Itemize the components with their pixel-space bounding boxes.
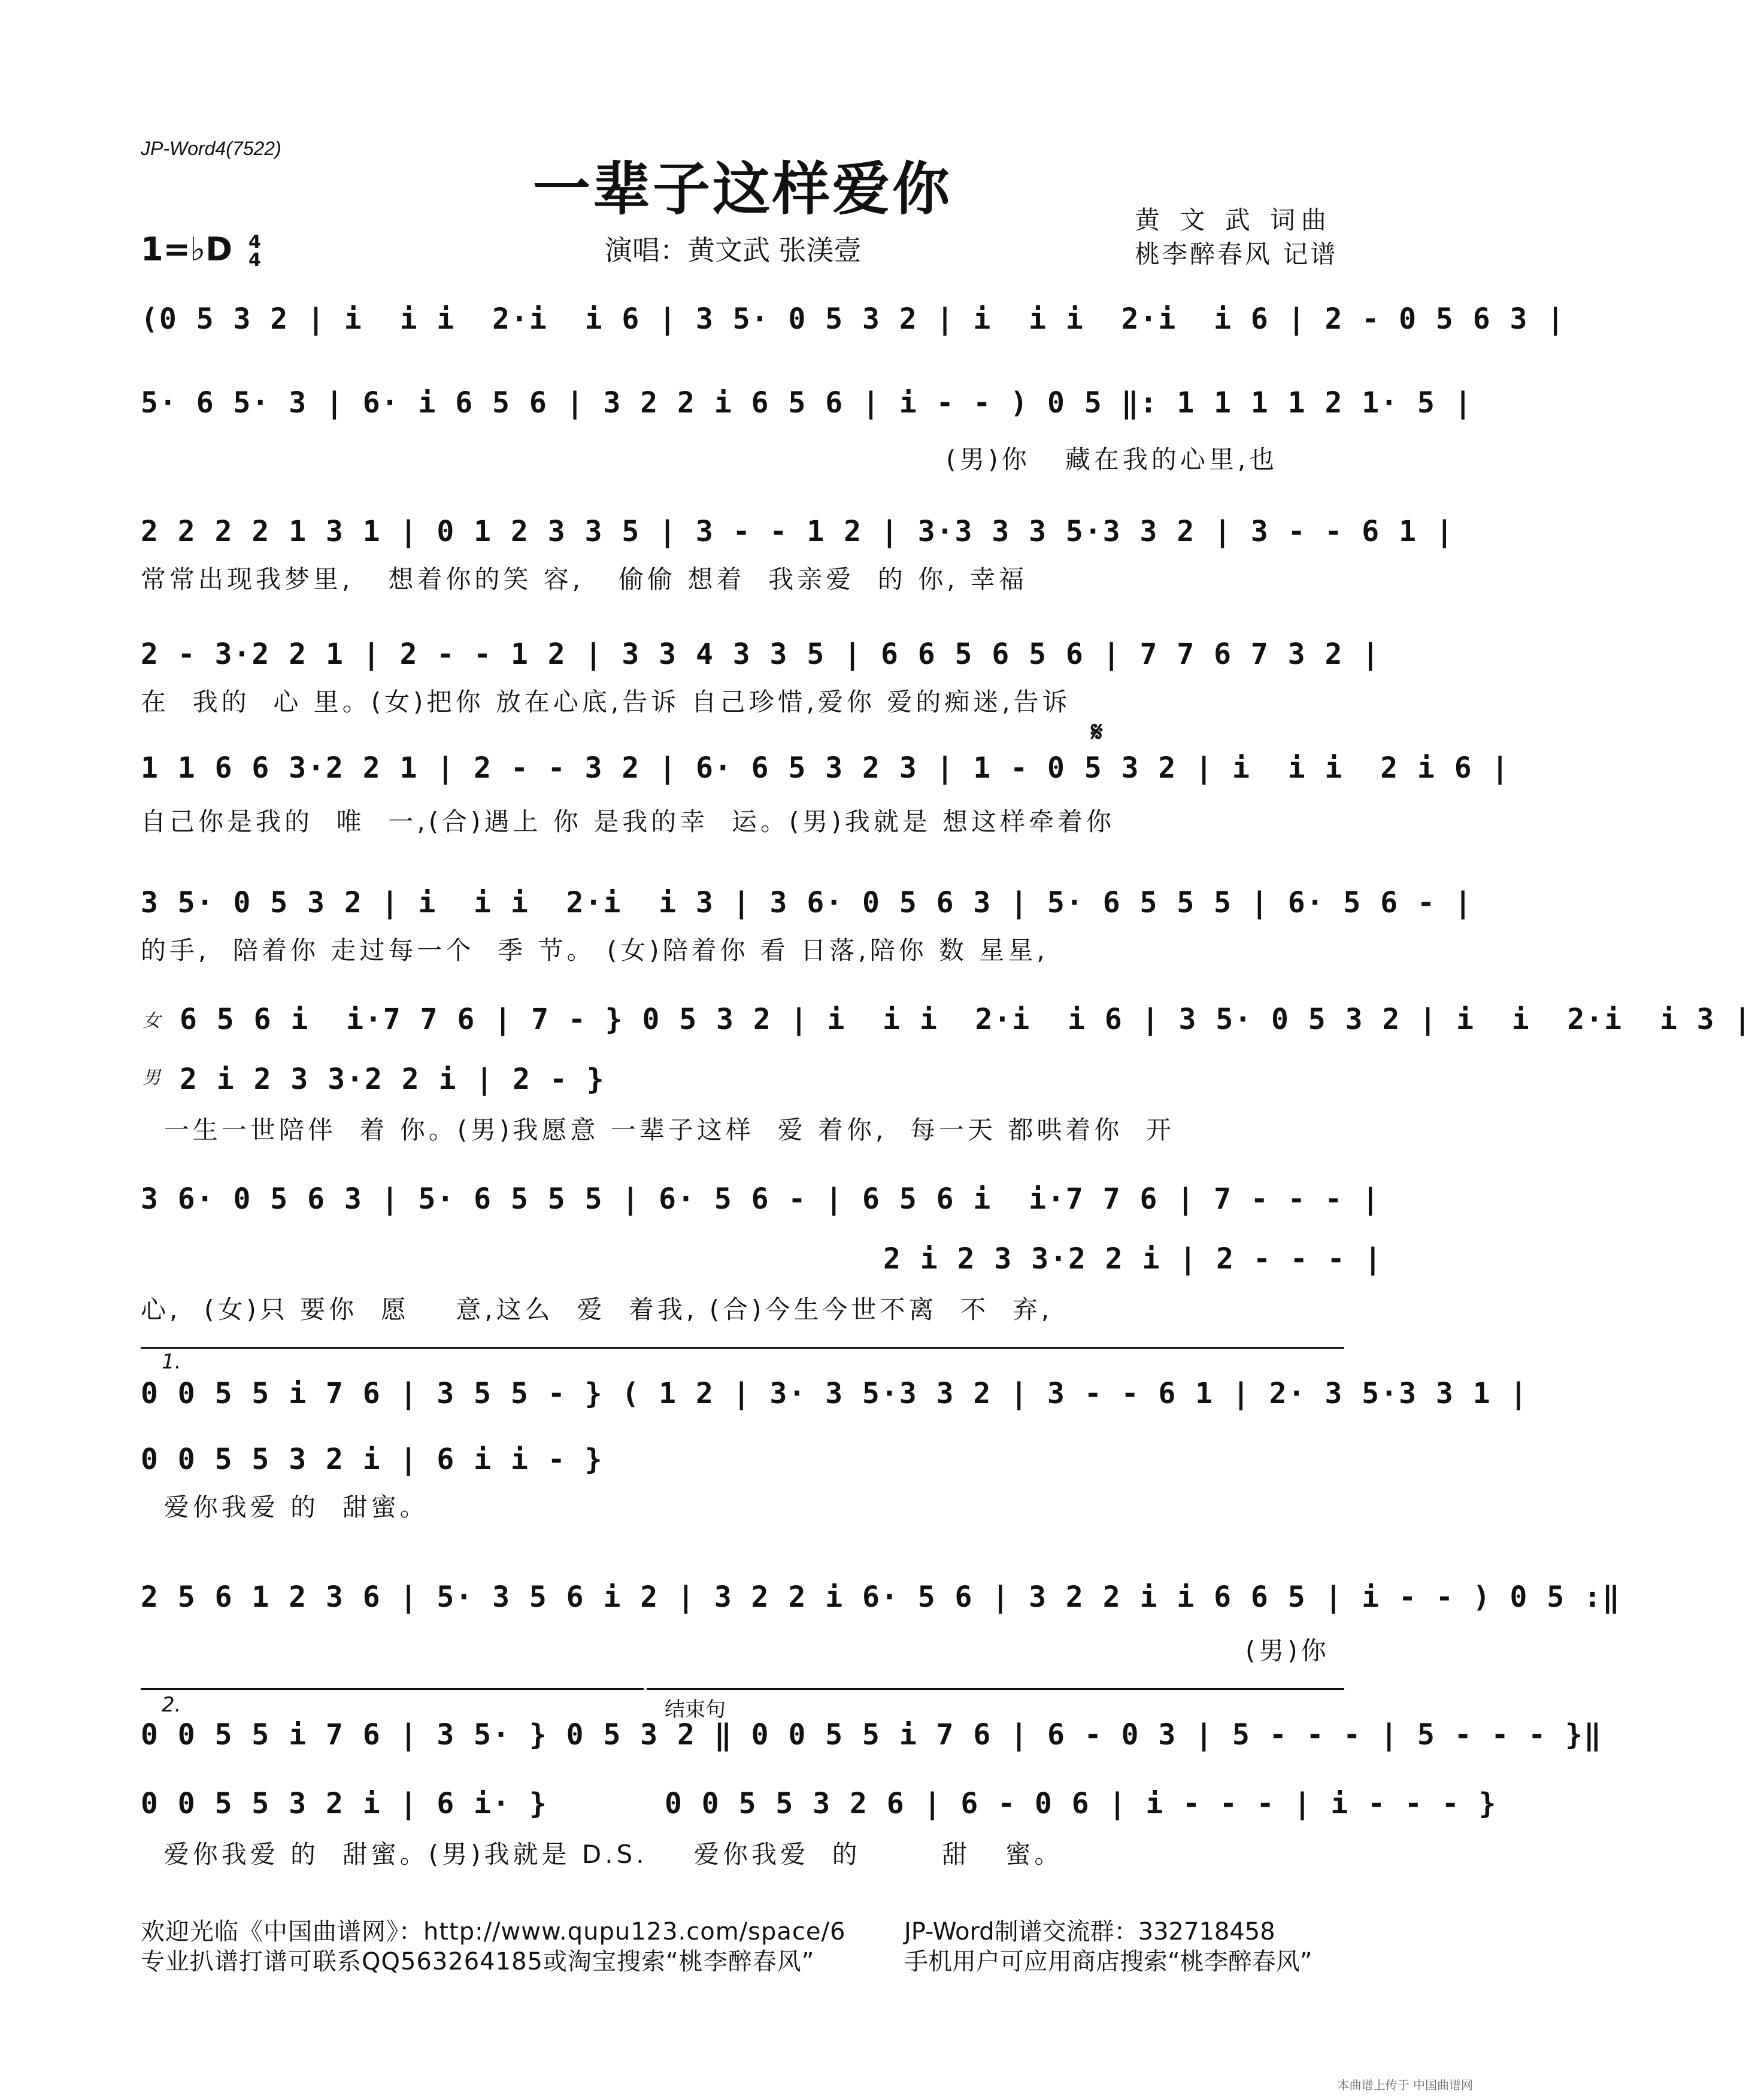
male-voice-label: 男 <box>143 1067 160 1088</box>
system-6-music: 3 5· 0 5 3 2 | i i i 2·i i 3 | 3 6· 0 5 6 3 | 5· 6 5 5 5 | 6· 5 6 - | <box>141 886 1473 919</box>
system-5-music: 1 1 6 6 3·2 2 1 | 2 - - 3 2 | 6· 6 5 3 2 3 | 1 - 0 5 3 2 | i i i 2 i 6 | <box>141 751 1510 785</box>
footer-app: 手机用户可应用商店搜索“桃李醉春风” <box>904 1948 1313 1975</box>
system-9-lyrics: 爱你我爱 的 甜蜜。 <box>141 1492 429 1522</box>
system-10-lyrics: (男)你 <box>1245 1636 1330 1665</box>
system-11-music: 0 0 5 5 i 7 6 | 3 5· } 0 5 3 2 ‖ 0 0 5 5 i 7 6 | 6 - 0 3 | 5 - - - | 5 - - - }‖ <box>141 1718 1602 1752</box>
transcriber-credit: 桃李醉春风 记谱 <box>1135 239 1338 269</box>
system-11-lower-voice-a: 0 0 5 5 3 2 i | 6 i· } <box>141 1787 548 1820</box>
footer-contact: 专业扒谱打谱可联系QQ563264185或淘宝搜索“桃李醉春风” <box>141 1948 815 1975</box>
time-signature <box>248 233 261 269</box>
system-9-lower-voice: 0 0 5 5 3 2 i | 6 i i - } <box>141 1443 604 1476</box>
time-denominator: 4 <box>248 250 261 271</box>
system-8-lower-voice: 2 i 2 3 3·2 2 i | 2 - - - | <box>883 1242 1383 1276</box>
system-2-lyrics: (男)你 藏在我的心里,也 <box>946 445 1278 474</box>
footer-group: JP-Word制谱交流群：332718458 <box>904 1918 1275 1946</box>
composer-credit: 黄 文 武 词曲 <box>1135 205 1333 235</box>
system-7-lower-voice: 2 i 2 3 3·2 2 i | 2 - } <box>180 1063 605 1096</box>
song-title: 一辈子这样爱你 <box>533 156 952 223</box>
key-signature <box>141 230 261 269</box>
coda-bracket <box>647 1688 1344 1690</box>
system-7-lyrics: 一生一世陪伴 着 你。(男)我愿意 一辈子这样 爱 着你, 每一天 都哄着你 开 <box>141 1115 1175 1145</box>
female-voice-label: 女 <box>143 1010 160 1031</box>
system-4-lyrics: 在 我的 心 里。(女)把你 放在心底,告诉 自己珍惜,爱你 爱的痴迷,告诉 <box>141 687 1071 717</box>
system-4-music: 2 - 3·2 2 1 | 2 - - 1 2 | 3 3 4 3 3 5 | 6 6 5 6 5 6 | 7 7 6 7 3 2 | <box>141 638 1381 671</box>
system-1-music: (0 5 3 2 | i i i 2·i i 6 | 3 5· 0 5 3 2 | i i i 2·i i 6 | 2 - 0 5 6 3 | <box>141 302 1566 336</box>
coda-label: 结束句 <box>665 1698 726 1722</box>
system-8-music: 3 6· 0 5 6 3 | 5· 6 5 5 5 | 6· 5 6 - | 6 5 6 i i·7 7 6 | 7 - - - | <box>141 1182 1381 1216</box>
system-9-music: 0 0 5 5 i 7 6 | 3 5 5 - } ( 1 2 | 3· 3 5·3 3 2 | 3 - - 6 1 | 2· 3 5·3 3 1 | <box>141 1377 1529 1410</box>
performers: 演唱：黄文武 张渼壹 <box>605 234 862 266</box>
key-text: 1=♭D <box>141 230 233 268</box>
system-8-lyrics: 心, (女)只 要你 愿 意,这么 爱 着我, (合)今生今世不离 不 弃, <box>141 1295 1053 1324</box>
system-11-lyrics: 爱你我爱 的 甜蜜。(男)我就是 D.S. 爱你我爱 的 甜 蜜。 <box>141 1840 1063 1869</box>
system-2-music: 5· 6 5· 3 | 6· i 6 5 6 | 3 2 2 i 6 5 6 | i - - ) 0 5 ‖: 1 1 1 1 2 1· 5 | <box>141 386 1473 420</box>
ending-2-label: 2. <box>162 1693 181 1717</box>
system-5-lyrics: 自己你是我的 唯 一,(合)遇上 你 是我的幸 运。(男)我就是 想这样牵着你 <box>141 807 1116 836</box>
segno-mark: 𝄋 <box>1091 715 1103 748</box>
watermark: 本曲谱上传于 中国曲谱网 <box>1337 2078 1473 2092</box>
system-11-lower-voice-b: 0 0 5 5 3 2 6 | 6 - 0 6 | i - - - | i - - - } <box>665 1787 1498 1820</box>
footer-website: 欢迎光临《中国曲谱网》：http://www.qupu123.com/space/6 <box>141 1918 846 1946</box>
system-3-music: 2 2 2 2 1 3 1 | 0 1 2 3 3 5 | 3 - - 1 2 | 3·3 3 3 5·3 3 2 | 3 - - 6 1 | <box>141 515 1454 548</box>
system-7-music: 6 5 6 i i·7 7 6 | 7 - } 0 5 3 2 | i i i 2·i i 6 | 3 5· 0 5 3 2 | i i 2·i i 3 | <box>180 1003 1752 1036</box>
software-label: JP-Word4(7522) <box>141 138 281 159</box>
ending-1-bracket <box>141 1347 1344 1349</box>
system-10-music: 2 5 6 1 2 3 6 | 5· 3 5 6 i 2 | 3 2 2 i 6· 5 6 | 3 2 2 i i 6 6 5 | i - - ) 0 5 :‖ <box>141 1580 1621 1614</box>
time-numerator: 4 <box>248 232 261 253</box>
system-3-lyrics: 常常出现我梦里, 想着你的笑 容, 偷偷 想着 我亲爱 的 你, 幸福 <box>141 565 1027 594</box>
ending-1-label: 1. <box>162 1350 181 1374</box>
ending-2-bracket <box>141 1688 644 1690</box>
system-6-lyrics: 的手, 陪着你 走过每一个 季 节。 (女)陪着你 看 日落,陪你 数 星星, <box>141 936 1048 965</box>
